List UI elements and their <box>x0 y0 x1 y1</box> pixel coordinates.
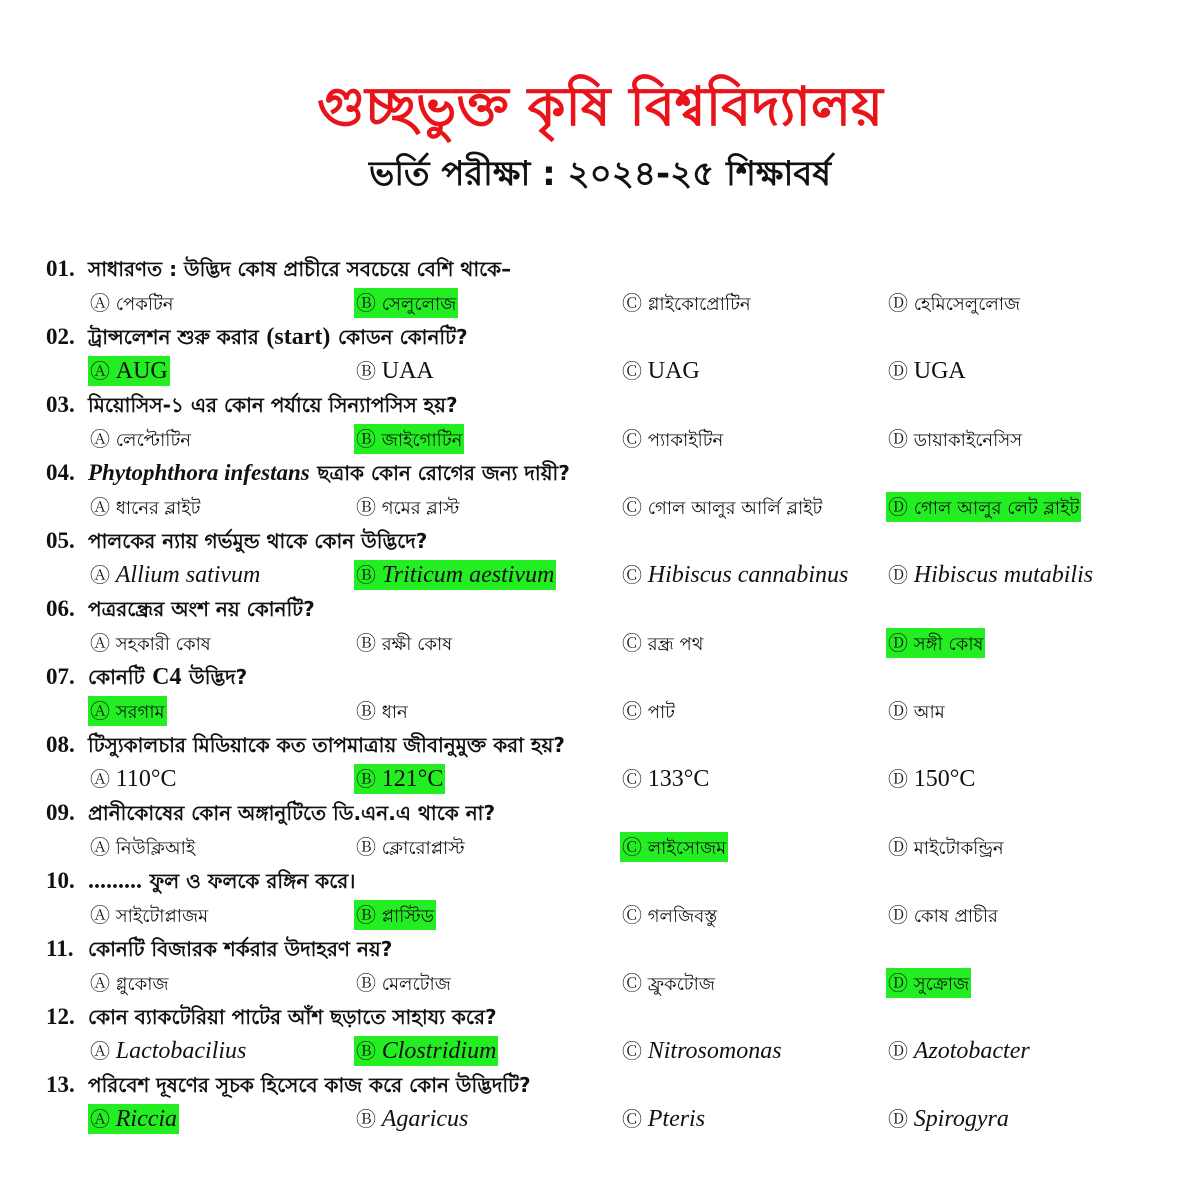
option-letter: Ⓐ <box>90 971 110 995</box>
question-text: উদ্ভিদ? <box>189 665 248 689</box>
option-letter: Ⓒ <box>622 903 642 927</box>
option <box>354 832 467 862</box>
option <box>620 764 711 794</box>
option-text: পাট <box>647 702 675 723</box>
option-correct <box>354 288 458 318</box>
option-letter: Ⓒ <box>622 971 642 995</box>
question-text: পালকের ন্যায় গর্ভমুন্ড থাকে কোন উদ্ভিদে? <box>88 529 428 553</box>
option-letter: Ⓒ <box>622 563 642 587</box>
option-text: Azotobacter <box>913 1038 1030 1064</box>
option <box>354 1104 470 1134</box>
option <box>88 424 193 454</box>
options-row <box>88 1034 1156 1068</box>
option-text: ধান <box>381 702 408 723</box>
option-text: UAG <box>647 358 700 384</box>
option-text: Allium sativum <box>115 562 261 588</box>
option-letter: Ⓒ <box>622 835 642 859</box>
option-letter: Ⓓ <box>888 631 908 655</box>
option-correct <box>88 1104 179 1134</box>
option-text: মাইটোকন্ড্রিন <box>913 838 1004 859</box>
option-letter: Ⓐ <box>90 563 110 587</box>
option-text: Triticum aestivum <box>381 562 555 588</box>
option-text: লেপ্টোটিন <box>115 430 192 451</box>
question-text: মিয়োসিস-১ এর কোন পর্যায়ে সিন্যাপসিস হয়? <box>88 393 458 417</box>
option-letter: Ⓒ <box>622 495 642 519</box>
question-number: 03. <box>46 392 75 417</box>
option-letter: Ⓑ <box>356 971 376 995</box>
option <box>886 424 1024 454</box>
option-letter: Ⓓ <box>888 699 908 723</box>
option-letter: Ⓐ <box>90 495 110 519</box>
question-line <box>46 524 427 558</box>
option-text: ডায়াকাইনেসিস <box>913 430 1023 451</box>
question-text: প্রানীকোষের কোন অঙ্গানুটিতে ডি.এন.এ থাকে না? <box>88 801 496 825</box>
question-text: পত্ররন্ধ্রের অংশ নয় কোনটি? <box>88 597 315 621</box>
option-text: Spirogyra <box>913 1106 1009 1132</box>
option-letter: Ⓐ <box>90 427 110 451</box>
question-line <box>46 1068 531 1102</box>
question-number: 13. <box>46 1072 75 1097</box>
question-text-latin: ......... <box>88 868 142 894</box>
question-number: 05. <box>46 528 75 553</box>
question-item <box>46 592 1156 660</box>
option-text: ক্লোরোপ্লাস্ট <box>381 838 465 859</box>
question-text: কোডন কোনটি? <box>338 325 468 349</box>
option-letter: Ⓑ <box>356 359 376 383</box>
option-text: Hibiscus mutabilis <box>913 562 1094 588</box>
option-correct <box>354 1036 498 1066</box>
option-letter: Ⓐ <box>90 631 110 655</box>
option-text: 121°C <box>381 766 444 792</box>
option-letter: Ⓐ <box>90 359 110 383</box>
option-correct <box>886 628 985 658</box>
question-text-italic: Phytophthora infestans <box>88 460 310 485</box>
option-letter: Ⓓ <box>888 563 908 587</box>
options-row <box>88 762 1156 796</box>
question-text: ছত্রাক কোন রোগের জন্য দায়ী? <box>317 461 570 485</box>
option-correct <box>886 968 971 998</box>
option-letter: Ⓒ <box>622 427 642 451</box>
option-letter: Ⓑ <box>356 1039 376 1063</box>
option-text: ফ্রুকটোজ <box>647 974 715 995</box>
option <box>620 628 705 658</box>
option <box>354 968 453 998</box>
option-text: লাইসোজম <box>647 838 727 859</box>
option-letter: Ⓑ <box>356 563 376 587</box>
question-item <box>46 864 1156 932</box>
option-letter: Ⓒ <box>622 699 642 723</box>
question-line <box>46 660 247 694</box>
option-letter: Ⓓ <box>888 495 908 519</box>
question-item <box>46 660 1156 728</box>
question-line <box>46 932 392 966</box>
question-item <box>46 456 1156 524</box>
option-letter: Ⓒ <box>622 767 642 791</box>
option <box>88 764 178 794</box>
option-text: হেমিসেলুলোজ <box>913 294 1021 315</box>
question-text-latin: (start) <box>266 324 331 350</box>
option-letter: Ⓓ <box>888 971 908 995</box>
options-row <box>88 490 1156 524</box>
question-item <box>46 932 1156 1000</box>
option-text: গলজিবস্তু <box>647 906 718 927</box>
option <box>620 696 677 726</box>
option-correct <box>354 764 445 794</box>
option <box>88 968 171 998</box>
option-text: Agaricus <box>381 1106 469 1132</box>
question-line <box>46 320 468 354</box>
options-row <box>88 694 1156 728</box>
option-text: ধানের ব্লাইট <box>115 498 201 519</box>
question-item <box>46 1000 1156 1068</box>
option <box>886 900 1000 930</box>
option <box>886 356 968 386</box>
option-text: Clostridium <box>381 1038 497 1064</box>
option-text: সুক্রোজ <box>913 974 970 995</box>
option <box>354 492 461 522</box>
options-row <box>88 354 1156 388</box>
option-letter: Ⓑ <box>356 835 376 859</box>
option-correct <box>354 560 556 590</box>
question-text: সাধারণত : উদ্ভিদ কোষ প্রাচীরে সবচেয়ে বেশি থাকে– <box>88 257 512 281</box>
option <box>620 1104 707 1134</box>
option <box>88 900 210 930</box>
option-letter: Ⓒ <box>622 291 642 315</box>
option-text: আম <box>913 702 945 723</box>
option <box>886 288 1022 318</box>
option-text: AUG <box>115 358 168 384</box>
option-letter: Ⓒ <box>622 631 642 655</box>
question-text: ট্রান্সলেশন শুরু করার <box>88 325 259 349</box>
option-letter: Ⓐ <box>90 291 110 315</box>
option-letter: Ⓓ <box>888 835 908 859</box>
option-text: UAA <box>381 358 434 384</box>
option-text: গমের ব্লাস্ট <box>381 498 460 519</box>
question-number: 06. <box>46 596 75 621</box>
option-letter: Ⓒ <box>622 1107 642 1131</box>
question-text: ফুল ও ফলকে রঙ্গিন করে। <box>149 869 356 893</box>
question-item <box>46 320 1156 388</box>
option-correct <box>88 696 167 726</box>
option-letter: Ⓐ <box>90 1107 110 1131</box>
option-text: গ্লুকোজ <box>115 974 169 995</box>
option-letter: Ⓐ <box>90 903 110 927</box>
question-text: টিস্যুকালচার মিডিয়াকে কত তাপমাত্রায় জীবানুমুক্ত করা হয়? <box>88 733 565 757</box>
question-line <box>46 796 495 830</box>
question-line <box>46 728 565 762</box>
option-letter: Ⓐ <box>90 835 110 859</box>
option <box>886 1104 1011 1134</box>
option-letter: Ⓒ <box>622 359 642 383</box>
option-correct <box>886 492 1081 522</box>
option-text: সেলুলোজ <box>381 294 457 315</box>
page-subtitle: ভর্তি পরীক্ষা : ২০২৪-২৫ শিক্ষাবর্ষ <box>368 154 831 194</box>
option-text: প্যাকাইটিন <box>647 430 724 451</box>
option-text: UGA <box>913 358 966 384</box>
option <box>886 764 977 794</box>
option <box>886 832 1006 862</box>
option-text: গোল আলুর লেট ব্লাইট <box>913 498 1080 519</box>
question-item <box>46 796 1156 864</box>
question-number: 07. <box>46 664 75 689</box>
option <box>354 628 454 658</box>
options-row <box>88 626 1156 660</box>
question-line <box>46 592 315 626</box>
option-letter: Ⓑ <box>356 631 376 655</box>
question-number: 10. <box>46 868 75 893</box>
option <box>886 560 1095 590</box>
question-item <box>46 1068 1156 1136</box>
option-text: সহকারী কোষ <box>115 634 211 655</box>
option <box>886 696 947 726</box>
option-text: Riccia <box>115 1106 178 1132</box>
option-text: মেলটোজ <box>381 974 451 995</box>
option <box>620 288 753 318</box>
page-title: গুচ্ছভুক্ত কৃষি বিশ্ববিদ্যালয় <box>317 75 883 138</box>
option-letter: Ⓓ <box>888 291 908 315</box>
options-row <box>88 830 1156 864</box>
option <box>620 560 850 590</box>
option-text: কোষ প্রাচীর <box>913 906 998 927</box>
option-letter: Ⓐ <box>90 699 110 723</box>
option-text: রক্ষী কোষ <box>381 634 453 655</box>
option <box>354 696 410 726</box>
option-letter: Ⓓ <box>888 1039 908 1063</box>
question-number: 01. <box>46 256 75 281</box>
option-text: 110°C <box>115 766 177 792</box>
options-row <box>88 898 1156 932</box>
option-letter: Ⓑ <box>356 291 376 315</box>
option <box>88 492 202 522</box>
option-text: 150°C <box>913 766 976 792</box>
question-text: কোন ব্যাকটেরিয়া পাটের আঁশ ছড়াতে সাহায্য করে? <box>88 1005 497 1029</box>
option-text: Pteris <box>647 1106 706 1132</box>
question-line <box>46 1000 497 1034</box>
option <box>88 832 197 862</box>
option-correct <box>354 900 436 930</box>
option <box>620 492 824 522</box>
option-text: জাইগোটিন <box>381 430 463 451</box>
option <box>88 560 262 590</box>
question-line <box>46 456 570 490</box>
option-letter: Ⓓ <box>888 427 908 451</box>
question-number: 09. <box>46 800 75 825</box>
option-letter: Ⓑ <box>356 699 376 723</box>
option-text: পেকটিন <box>115 294 174 315</box>
option-text: Lactobacilius <box>115 1038 247 1064</box>
option-text: প্লাস্টিড <box>381 906 434 927</box>
question-list <box>46 252 1156 1136</box>
option-letter: Ⓑ <box>356 427 376 451</box>
question-text: পরিবেশ দূষণের সূচক হিসেবে কাজ করে কোন উদ্ভিদটি? <box>88 1073 531 1097</box>
question-text-latin: C4 <box>152 664 182 690</box>
option-text: সরগাম <box>115 702 165 723</box>
option-letter: Ⓓ <box>888 1107 908 1131</box>
option-letter: Ⓑ <box>356 767 376 791</box>
option <box>354 356 436 386</box>
question-line <box>46 252 511 286</box>
option-letter: Ⓓ <box>888 359 908 383</box>
options-row <box>88 286 1156 320</box>
option-text: Nitrosomonas <box>647 1038 782 1064</box>
question-item <box>46 728 1156 796</box>
option-text: গোল আলুর আর্লি ব্লাইট <box>647 498 823 519</box>
question-text: কোনটি <box>88 665 145 689</box>
option-letter: Ⓓ <box>888 767 908 791</box>
options-row <box>88 1102 1156 1136</box>
option <box>620 900 719 930</box>
option-text: রন্ধ্র পথ <box>647 634 704 655</box>
question-line <box>46 864 355 898</box>
option-text: 133°C <box>647 766 710 792</box>
option-letter: Ⓑ <box>356 495 376 519</box>
option <box>88 628 213 658</box>
question-number: 11. <box>46 936 74 961</box>
option <box>886 1036 1032 1066</box>
option-letter: Ⓐ <box>90 1039 110 1063</box>
option-correct <box>620 832 728 862</box>
question-number: 12. <box>46 1004 75 1029</box>
option-letter: Ⓒ <box>622 1039 642 1063</box>
question-item <box>46 252 1156 320</box>
option <box>88 1036 248 1066</box>
option-text: সঙ্গী কোষ <box>913 634 984 655</box>
question-item <box>46 388 1156 456</box>
option-text: সাইটোপ্লাজম <box>115 906 209 927</box>
option-letter: Ⓓ <box>888 903 908 927</box>
question-item <box>46 524 1156 592</box>
options-row <box>88 558 1156 592</box>
question-number: 08. <box>46 732 75 757</box>
option-correct <box>354 424 464 454</box>
option-letter: Ⓐ <box>90 767 110 791</box>
option <box>620 424 725 454</box>
option-correct <box>88 356 170 386</box>
question-number: 04. <box>46 460 75 485</box>
option-text: নিউক্লিআই <box>115 838 196 859</box>
option <box>88 288 176 318</box>
options-row <box>88 966 1156 1000</box>
option-letter: Ⓑ <box>356 1107 376 1131</box>
question-number: 02. <box>46 324 75 349</box>
option <box>620 356 702 386</box>
option <box>620 1036 784 1066</box>
option <box>620 968 717 998</box>
option-text: গ্লাইকোপ্রোটিন <box>647 294 751 315</box>
option-text: Hibiscus cannabinus <box>647 562 849 588</box>
options-row <box>88 422 1156 456</box>
option-letter: Ⓑ <box>356 903 376 927</box>
question-text: কোনটি বিজারক শর্করার উদাহরণ নয়? <box>88 937 393 961</box>
question-line <box>46 388 458 422</box>
